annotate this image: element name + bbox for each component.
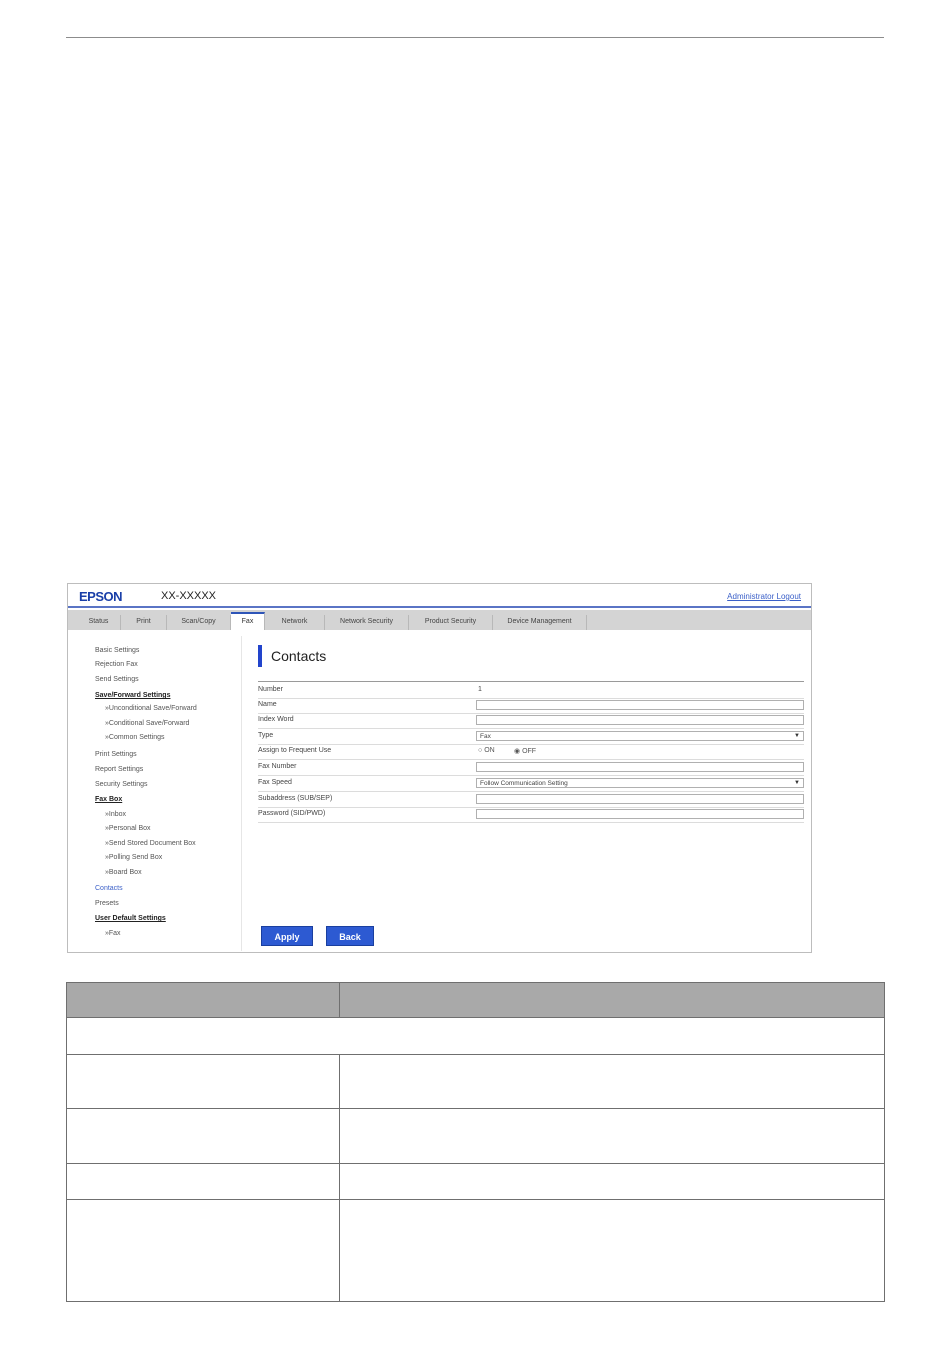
- table-cell: [67, 1109, 340, 1164]
- password-label: Password (SID/PWD): [258, 810, 326, 817]
- index-word-label: Index Word: [258, 716, 294, 723]
- table-header-cell: [339, 983, 884, 1018]
- sidebar-item-board-box[interactable]: »Board Box: [105, 869, 142, 876]
- row-type: [258, 729, 804, 745]
- tab-scan-copy[interactable]: Scan/Copy: [167, 615, 231, 630]
- table-row: [67, 1109, 885, 1164]
- tab-network[interactable]: Network: [265, 615, 325, 630]
- fax-speed-label: Fax Speed: [258, 779, 292, 786]
- table-section-cell: [67, 1018, 885, 1055]
- dropdown-arrow-icon: ▼: [794, 780, 800, 786]
- type-select[interactable]: [476, 731, 804, 741]
- back-button[interactable]: Back: [326, 926, 374, 946]
- frequent-on-label: ON: [484, 747, 495, 754]
- table-cell: [67, 1200, 340, 1302]
- subaddress-input[interactable]: [476, 794, 804, 804]
- fax-speed-value: Follow Communication Setting: [480, 780, 568, 787]
- name-input[interactable]: [476, 700, 804, 710]
- row-name: [258, 698, 804, 714]
- sidebar-item-fax[interactable]: »Fax: [105, 930, 121, 937]
- header-rule: [66, 37, 884, 38]
- title-accent-bar: [258, 645, 262, 667]
- sidebar-item-personal-box[interactable]: »Personal Box: [105, 825, 151, 832]
- sidebar-item-print-settings[interactable]: Print Settings: [95, 751, 137, 758]
- administrator-logout-link[interactable]: Administrator Logout: [727, 592, 801, 601]
- fax-number-input[interactable]: [476, 762, 804, 772]
- frequent-off-radio[interactable]: [514, 747, 536, 755]
- tab-status[interactable]: Status: [77, 615, 121, 630]
- row-password: [258, 807, 804, 823]
- tab-fax[interactable]: Fax: [231, 612, 265, 630]
- fax-speed-select[interactable]: [476, 778, 804, 788]
- sidebar-item-security-settings[interactable]: Security Settings: [95, 781, 148, 788]
- row-number: [258, 683, 804, 699]
- epson-logo: EPSON: [79, 589, 123, 604]
- table-header-cell: [67, 983, 340, 1018]
- fax-number-label: Fax Number: [258, 763, 297, 770]
- title-divider: [258, 681, 804, 682]
- password-input[interactable]: [476, 809, 804, 819]
- printer-model: XX-XXXXX: [161, 590, 217, 602]
- apply-button[interactable]: Apply: [261, 926, 313, 946]
- row-subaddress: [258, 792, 804, 808]
- number-label: Number: [258, 686, 283, 693]
- tab-network-security[interactable]: Network Security: [325, 615, 409, 630]
- sidebar-item-fax-box[interactable]: Fax Box: [95, 796, 123, 803]
- web-config-header: [68, 584, 811, 608]
- tab-product-security[interactable]: Product Security: [409, 615, 493, 630]
- table-row: [67, 1164, 885, 1200]
- frequent-off-label: OFF: [522, 748, 537, 755]
- table-cell: [67, 1055, 340, 1109]
- sidebar-item-conditional[interactable]: »Conditional Save/Forward: [105, 720, 190, 727]
- page-title: Contacts: [271, 648, 327, 664]
- subaddress-label: Subaddress (SUB/SEP): [258, 795, 333, 802]
- sidebar-nav: [76, 636, 242, 951]
- sidebar-item-save-forward-settings[interactable]: Save/Forward Settings: [95, 692, 171, 699]
- sidebar-item-report-settings[interactable]: Report Settings: [95, 766, 144, 773]
- web-config-screenshot: [67, 583, 812, 953]
- frequent-on-radio[interactable]: [478, 747, 495, 754]
- sidebar-item-common-settings[interactable]: »Common Settings: [105, 734, 165, 741]
- table-cell: [339, 1055, 884, 1109]
- table-cell: [67, 1164, 340, 1200]
- table-cell: [339, 1109, 884, 1164]
- index-word-input[interactable]: [476, 715, 804, 725]
- table-cell: [339, 1200, 884, 1302]
- tab-device-management[interactable]: Device Management: [493, 615, 587, 630]
- row-frequent-use: [258, 744, 804, 760]
- tab-print[interactable]: Print: [121, 615, 167, 630]
- settings-table: [66, 982, 885, 1302]
- type-label: Type: [258, 732, 274, 739]
- row-fax-speed: [258, 776, 804, 792]
- table-row: [67, 1018, 885, 1055]
- sidebar-item-rejection-fax[interactable]: Rejection Fax: [95, 661, 138, 668]
- sidebar-item-unconditional[interactable]: »Unconditional Save/Forward: [105, 705, 197, 712]
- sidebar-item-send-settings[interactable]: Send Settings: [95, 676, 139, 683]
- frequent-use-label: Assign to Frequent Use: [258, 747, 332, 754]
- sidebar-item-presets[interactable]: Presets: [95, 900, 119, 907]
- table-cell: [339, 1164, 884, 1200]
- table-row: [67, 1055, 885, 1109]
- sidebar-item-send-stored-document-box[interactable]: »Send Stored Document Box: [105, 840, 196, 847]
- row-fax-number: [258, 760, 804, 776]
- table-header-row: [67, 983, 885, 1018]
- sidebar-item-contacts[interactable]: Contacts: [95, 885, 123, 892]
- type-select-value: Fax: [480, 733, 491, 740]
- table-row: [67, 1200, 885, 1302]
- dropdown-arrow-icon: ▼: [794, 733, 800, 739]
- sidebar-item-user-default-settings[interactable]: User Default Settings: [95, 915, 166, 922]
- radio-unchecked-icon: ○: [478, 747, 483, 754]
- row-index-word: [258, 713, 804, 729]
- sidebar-item-inbox[interactable]: »Inbox: [105, 811, 127, 818]
- name-label: Name: [258, 701, 277, 708]
- main-tabs: [68, 610, 811, 630]
- radio-checked-icon: ◉: [514, 748, 521, 755]
- number-value: 1: [478, 686, 482, 693]
- sidebar-item-polling-send-box[interactable]: »Polling Send Box: [105, 854, 163, 861]
- sidebar-item-basic-settings[interactable]: Basic Settings: [95, 647, 140, 654]
